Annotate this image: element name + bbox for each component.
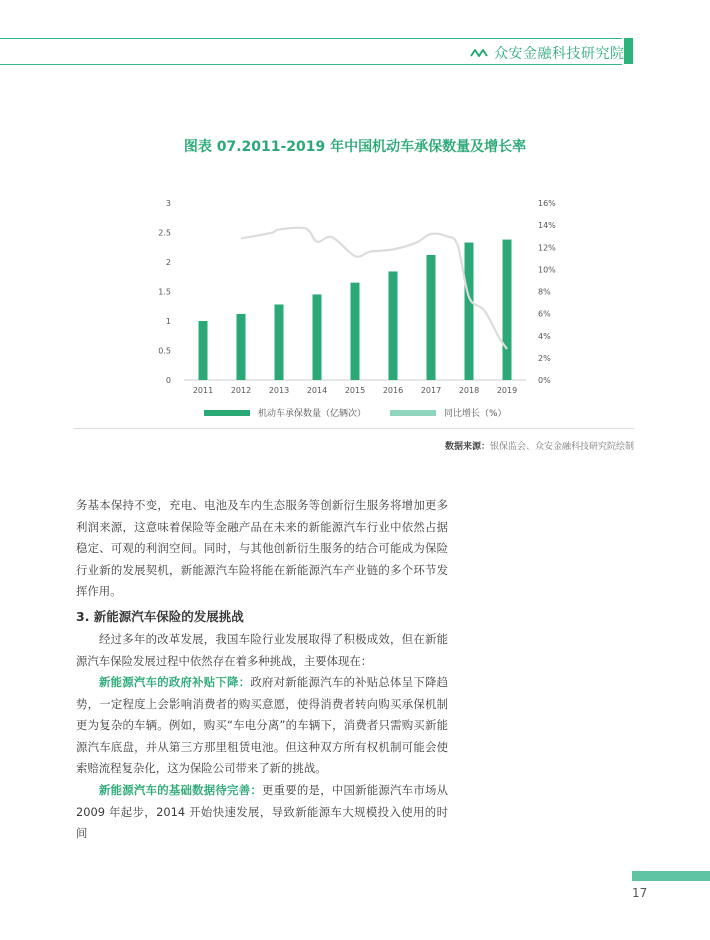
paragraph-3	[76, 672, 448, 780]
chart-bar	[313, 294, 322, 380]
y-left-tick-label: 3	[165, 199, 171, 208]
legend-swatch-line	[390, 410, 436, 416]
y-left-tick-label: 0	[165, 376, 171, 385]
chart	[74, 188, 634, 426]
chart-bar	[237, 314, 246, 380]
y-right-tick-label: 6%	[538, 309, 551, 319]
y-right-tick-label: 12%	[538, 243, 556, 253]
paragraph-4	[76, 780, 448, 845]
chart-title: 图表 07.2011-2019 年中国机动车承保数量及增长率	[183, 139, 527, 155]
chart-bar	[503, 240, 512, 380]
section-heading: 3. 新能源汽车保险的发展挑战	[76, 609, 244, 624]
chart-divider	[74, 428, 634, 429]
chart-bar	[389, 271, 398, 380]
y-right-tick-label: 16%	[538, 199, 556, 208]
paragraph-1: 务基本保持不变，充电、电池及车内生态服务等创新衍生服务将增加更多利润来源，这意味着保险等金融产品在未来的新能源汽车行业中依然占据稳定、可观的利润空间。同时，与其他创新衍生服务的结合可能成为保险行业新的发展契机，新能源汽车险将能在新能源汽车产业链的多个环节发挥作用。	[76, 498, 448, 598]
chart-bar	[199, 321, 208, 380]
x-tick-label: 2015	[344, 386, 366, 395]
y-right-tick-label: 2%	[538, 353, 551, 363]
header-rule-top	[0, 38, 622, 39]
y-left-tick-label: 0.5	[158, 346, 171, 356]
chart-bar	[427, 255, 436, 380]
brand	[470, 43, 625, 63]
chart-canvas	[74, 188, 634, 426]
y-left-tick-label: 2.5	[158, 228, 171, 238]
chart-bar	[465, 243, 474, 380]
y-left-tick-label: 1	[165, 317, 171, 326]
x-tick-label: 2016	[382, 386, 404, 395]
chart-bar	[351, 283, 360, 380]
legend-label-bar: 机动车承保数量（亿辆次）	[258, 409, 367, 419]
x-tick-label: 2011	[192, 386, 214, 395]
legend-label-line: 同比增长（%）	[444, 409, 507, 419]
page-number: 17	[632, 886, 648, 900]
y-right-tick-label: 4%	[538, 331, 551, 341]
x-tick-label: 2014	[306, 386, 328, 395]
x-tick-label: 2017	[420, 386, 442, 395]
chart-bar	[275, 304, 284, 380]
y-right-tick-label: 14%	[538, 221, 556, 231]
y-left-tick-label: 2	[165, 258, 171, 267]
header-accent-bar	[624, 38, 633, 64]
y-right-tick-label: 0%	[538, 376, 551, 385]
header-rule-bottom	[0, 64, 622, 65]
x-tick-label: 2018	[458, 386, 480, 395]
paragraph-4-text: 更重要的是，中国新能源汽车市场从 2009 年起步，2014 开始快速发展，导致新能源车大规模投入使用的时间	[76, 783, 448, 840]
brand-name: 众安金融科技研究院	[494, 46, 625, 62]
source-note	[445, 439, 634, 452]
x-tick-label: 2019	[496, 386, 518, 395]
legend-swatch-bar	[204, 410, 250, 416]
x-tick-label: 2012	[230, 386, 252, 395]
footer-accent-bar	[632, 871, 710, 881]
paragraph-3-text: 政府对新能源汽车的补贴总体呈下降趋势，一定程度上会影响消费者的购买意愿，使得消费者转向购买承保机制更为复杂的车辆。例如，购买“车电分离”的车辆下，消费者只需购买新能源汽车底盘，并从第三方那里租赁电池。但这种双方所有权机制可能会使索赔流程复杂化，这为保险公司带来了新的挑战。	[76, 675, 448, 775]
paragraph-3-highlight: 新能源汽车的政府补贴下降：	[99, 675, 251, 689]
paragraph-4-highlight: 新能源汽车的基础数据待完善：	[99, 783, 262, 797]
source-label: 数据来源：	[444, 442, 490, 452]
y-left-tick-label: 1.5	[158, 287, 171, 297]
y-right-tick-label: 8%	[538, 287, 551, 297]
paragraph-2: 经过多年的改革发展，我国车险行业发展取得了积极成效，但在新能源汽车保险发展过程中依然存在着多种挑战，主要体现在：	[76, 632, 448, 668]
source-text: 银保监会、众安金融科技研究院绘制	[489, 442, 634, 452]
x-tick-label: 2013	[268, 386, 290, 395]
y-right-tick-label: 10%	[538, 265, 556, 275]
wave-logo-icon	[470, 45, 490, 61]
